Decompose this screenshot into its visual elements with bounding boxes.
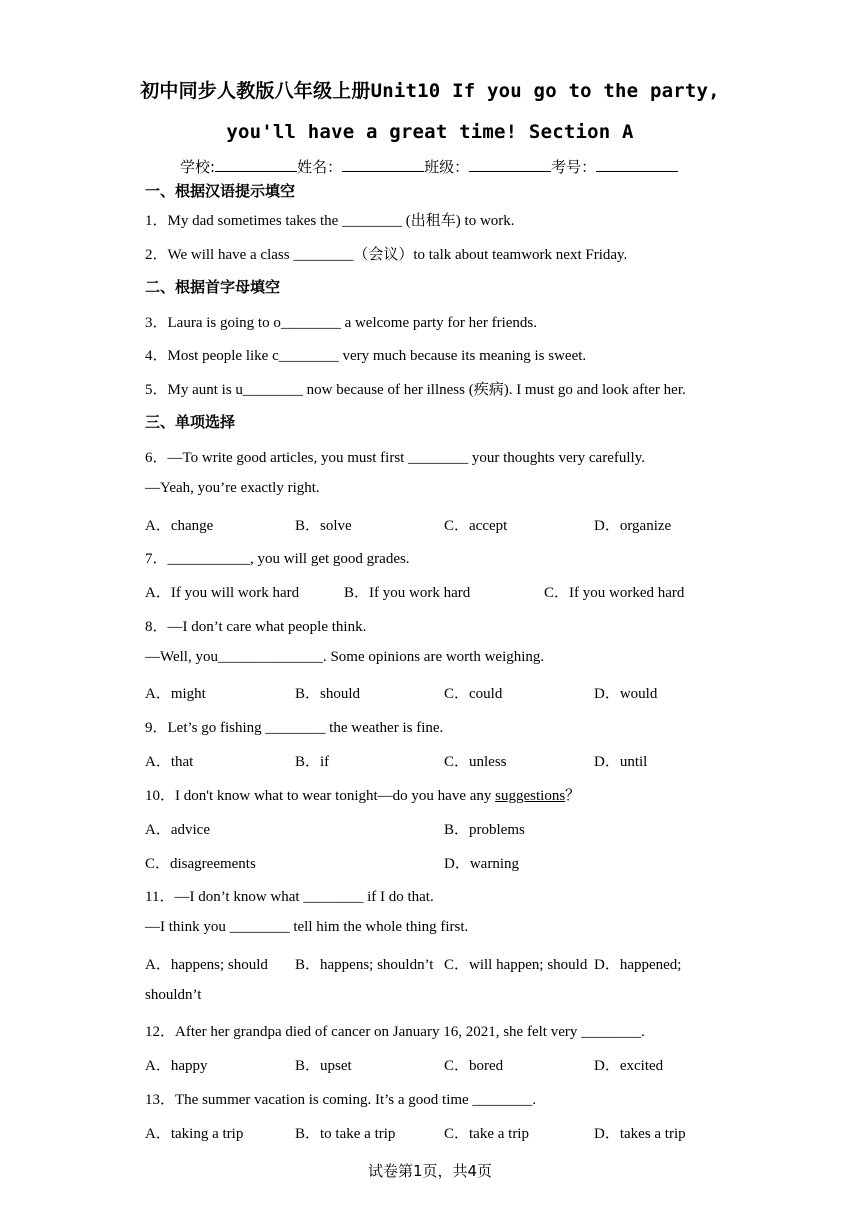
page-title-line1: 初中同步人教版八年级上册Unit10 If you go to the party, bbox=[140, 80, 720, 102]
question-4: 4．Most people like c________ very much because its meaning is sweet. bbox=[145, 348, 587, 364]
school-label: 学校: bbox=[180, 158, 216, 176]
q12-option-b[interactable]: B．upset bbox=[295, 1058, 352, 1074]
school-blank[interactable] bbox=[215, 157, 297, 172]
q12-option-c[interactable]: C．bored bbox=[444, 1058, 504, 1074]
question-8-reply: —Well, you______________. Some opinions are worth weighing. bbox=[145, 649, 545, 665]
question-6-reply: —Yeah, you’re exactly right. bbox=[145, 480, 320, 496]
q11-option-a[interactable]: A．happens; should bbox=[145, 957, 268, 973]
q8-option-b[interactable]: B．should bbox=[295, 686, 361, 702]
q10-underlined-word: suggestions bbox=[495, 788, 566, 804]
q13-option-b[interactable]: B．to take a trip bbox=[295, 1126, 396, 1142]
question-2: 2．We will have a class ________（会议）to talk about teamwork next Friday. bbox=[145, 247, 628, 263]
q9-option-d[interactable]: D．until bbox=[594, 754, 648, 770]
name-blank[interactable] bbox=[342, 157, 424, 172]
q12-option-d[interactable]: D．excited bbox=[594, 1058, 664, 1074]
question-6-prompt: 6．—To write good articles, you must first ________ your thoughts very carefully. bbox=[145, 450, 645, 466]
class-label: 班级： bbox=[424, 158, 470, 176]
q10-option-c[interactable]: C．disagreements bbox=[145, 856, 256, 872]
question-1: 1．My dad sometimes takes the ________ (出租车) to work. bbox=[145, 213, 515, 229]
q8-option-d[interactable]: D．would bbox=[594, 686, 658, 702]
question-8-prompt: 8．—I don’t care what people think. bbox=[145, 619, 367, 635]
q8-option-c[interactable]: C．could bbox=[444, 686, 503, 702]
q11-option-d[interactable]: D．happened; bbox=[594, 957, 682, 973]
q10-question-mark: ？ bbox=[565, 788, 581, 804]
q7-option-a[interactable]: A．If you will work hard bbox=[145, 585, 300, 601]
student-info-row bbox=[180, 156, 678, 177]
question-3: 3．Laura is going to o________ a welcome party for her friends. bbox=[145, 315, 537, 331]
question-11-reply: —I think you ________ tell him the whole thing first. bbox=[145, 919, 469, 935]
exam-number-label: 考号： bbox=[551, 158, 597, 176]
question-7: 7．___________, you will get good grades. bbox=[145, 551, 410, 567]
name-label: 姓名： bbox=[297, 158, 343, 176]
q7-option-b[interactable]: B．If you work hard bbox=[344, 585, 471, 601]
q7-option-c[interactable]: C．If you worked hard bbox=[544, 585, 685, 601]
question-9: 9．Let’s go fishing ________ the weather is fine. bbox=[145, 720, 444, 736]
q9-option-b[interactable]: B．if bbox=[295, 754, 330, 770]
q13-option-c[interactable]: C．take a trip bbox=[444, 1126, 529, 1142]
q6-option-b[interactable]: B．solve bbox=[295, 518, 352, 534]
q6-option-c[interactable]: C．accept bbox=[444, 518, 508, 534]
q10-option-b[interactable]: B．problems bbox=[444, 822, 525, 838]
q13-option-d[interactable]: D．takes a trip bbox=[594, 1126, 686, 1142]
q6-option-a[interactable]: A．change bbox=[145, 518, 214, 534]
q9-option-a[interactable]: A．that bbox=[145, 754, 194, 770]
section-heading-3: 三、单项选择 bbox=[145, 413, 236, 431]
q11-option-c[interactable]: C．will happen; should bbox=[444, 957, 588, 973]
q11-option-d-continued: shouldn’t bbox=[145, 987, 202, 1003]
question-5: 5．My aunt is u________ now because of her illness (疾病). I must go and look after her. bbox=[145, 382, 686, 398]
exam-number-blank[interactable] bbox=[596, 157, 678, 172]
section-heading-1: 一、根据汉语提示填空 bbox=[145, 182, 296, 200]
question-12: 12．After her grandpa died of cancer on January 16, 2021, she felt very ________. bbox=[145, 1024, 645, 1040]
q13-option-a[interactable]: A．taking a trip bbox=[145, 1126, 244, 1142]
q10-option-d[interactable]: D．warning bbox=[444, 856, 519, 872]
q10-option-a[interactable]: A．advice bbox=[145, 822, 210, 838]
question-10 bbox=[145, 784, 580, 805]
page-footer: 试卷第1页，共4页 bbox=[367, 1162, 493, 1180]
question-11-prompt: 11．—I don’t know what ________ if I do that. bbox=[145, 889, 434, 905]
q11-option-b[interactable]: B．happens; shouldn’t bbox=[295, 957, 434, 973]
section-heading-2: 二、根据首字母填空 bbox=[145, 278, 281, 296]
q9-option-c[interactable]: C．unless bbox=[444, 754, 507, 770]
q8-option-a[interactable]: A．might bbox=[145, 686, 206, 702]
q12-option-a[interactable]: A．happy bbox=[145, 1058, 208, 1074]
class-blank[interactable] bbox=[469, 157, 551, 172]
page-title-line2: you'll have a great time! Section A bbox=[226, 121, 634, 143]
question-13: 13．The summer vacation is coming. It’s a good time ________. bbox=[145, 1092, 537, 1108]
q6-option-d[interactable]: D．organize bbox=[594, 518, 672, 534]
q10-text: 10．I don't know what to wear tonight—do you have any bbox=[145, 788, 496, 804]
